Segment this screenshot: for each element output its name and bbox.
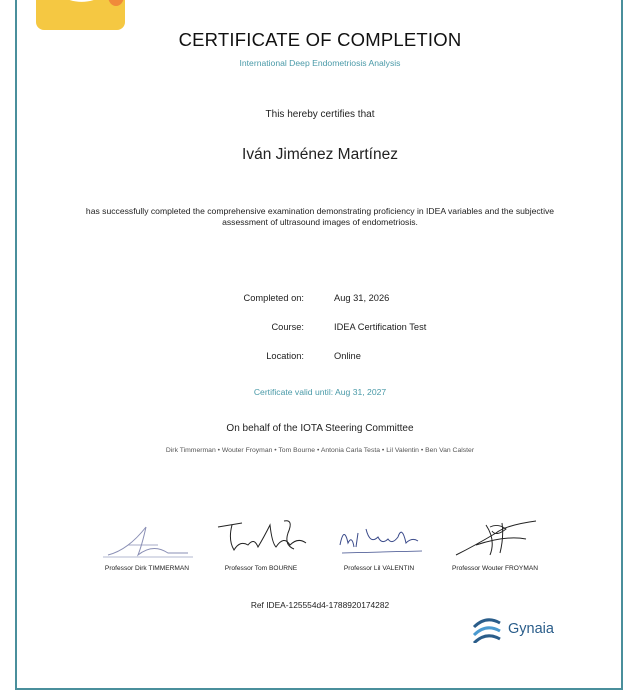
certificate-subtitle: International Deep Endometriosis Analysis bbox=[239, 58, 401, 68]
gynaia-logo bbox=[470, 613, 570, 643]
signatory-timmerman: Professor Dirk TIMMERMAN bbox=[104, 565, 190, 572]
behalf-statement: On behalf of the IOTA Steering Committee bbox=[226, 423, 414, 434]
signatory-bourne: Professor Tom BOURNE bbox=[224, 565, 298, 572]
signature-valentin bbox=[332, 515, 442, 565]
completed-value: Aug 31, 2026 bbox=[334, 293, 390, 303]
committee-members: Dirk Timmerman • Wouter Froyman • Tom Bourne • Antonia Carla Testa • Lil Valentin • Ben Van Calster bbox=[165, 447, 475, 454]
signature-froyman bbox=[446, 515, 556, 565]
recipient-name: Iván Jiménez Martínez bbox=[242, 146, 398, 163]
location-value: Online bbox=[334, 351, 361, 361]
gynaia-brand-text: Gynaia bbox=[508, 621, 554, 637]
valid-until: Certificate valid until: Aug 31, 2027 bbox=[253, 387, 387, 397]
completion-description: has successfully completed the comprehensive examination demonstrating proficiency in IDEA variables and the subjective assessment of ultrasound images of endometriosis. bbox=[85, 206, 555, 227]
signature-timmerman bbox=[98, 515, 208, 565]
location-label: Location: bbox=[266, 351, 304, 361]
idea-logo bbox=[36, 0, 125, 30]
signatory-froyman: Professor Wouter FROYMAN bbox=[452, 565, 538, 572]
certificate-reference: Ref IDEA-125554d4-1788920174282 bbox=[250, 600, 390, 610]
completed-label: Completed on: bbox=[243, 293, 304, 303]
gynaia-logo-icon bbox=[470, 613, 504, 643]
certificate-border bbox=[15, 0, 623, 690]
course-value: IDEA Certification Test bbox=[334, 322, 427, 332]
course-label: Course: bbox=[271, 322, 304, 332]
signatory-valentin: Professor Lil VALENTIN bbox=[343, 565, 415, 572]
certifies-text: This hereby certifies that bbox=[265, 109, 375, 120]
signature-bourne bbox=[214, 515, 324, 565]
certificate-title: CERTIFICATE OF COMPLETION bbox=[178, 29, 462, 50]
